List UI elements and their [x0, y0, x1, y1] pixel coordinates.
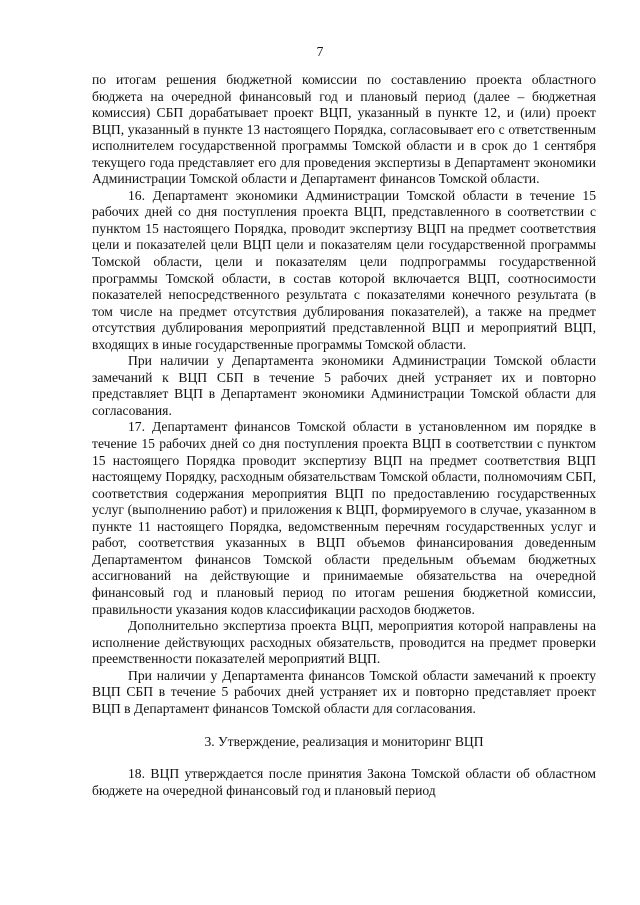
paragraph-item-16: 16. Департамент экономики Администрации Томской области в течение 15 рабочих дней со дня поступления проекта ВЦП, представленного в соответствии с пунктом 15 настоящего Порядка, проводит экспертизу ВЦП на предмет соответствия цели и показателей цели ВЦП цели и показателям цели государственной программы Томской области, цели и показателям цели подпрограммы государственной программы Томской области, в состав которой включается ВЦП, соотносимости показателей непосредственного результата с показателями конечного результата (в том числе на предмет отсутствия дублирования показателей), а также на предмет отсутствия дублирования мероприятий представленной ВЦП и мероприятий ВЦП, входящих в иные государственные программы Томской области.	[92, 187, 596, 352]
page-number: 7	[316, 44, 324, 59]
paragraph-item-16-remarks: При наличии у Департамента экономики Администрации Томской области замечаний к ВЦП СБП в течение 5 рабочих дней устраняет их и повторно представляет ВЦП в Департамент экономики Администрации Томской области для согласования.	[92, 353, 596, 418]
paragraph-item-17-additional: Дополнительно экспертиза проекта ВЦП, мероприятия которой направлены на исполнение действующих расходных обязательств, проводится на предмет проверки преемственности показателей мероприятий ВЦП.	[92, 618, 596, 667]
paragraph-item-17: 17. Департамент финансов Томской области в установленном им порядке в течение 15 рабочих дней со дня поступления проекта ВЦП в соответствии с пунктом 15 настоящего Порядка проводит экспертизу ВЦП на предмет соответствия ВЦП настоящему Порядку, расходным обязательствам Томской области, полномочиям СБП, соответствия содержания мероприятия ВЦП по предоставлению государственных услуг (выполнению работ) и приложения к ВЦП, формируемого в случае, указанном в пункте 11 настоящего Порядка, ведомственным перечням государственных услуг и работ, соответствия указанных в ВЦП объемов финансирования доведенным Департаментом финансов Томской области предельным объемам бюджетных ассигнований на действующие и принимаемые обязательства на очередной финансовый год и плановый период по итогам решения бюджетной комиссии, правильности указания кодов классификации расходов бюджетов.	[92, 419, 596, 617]
document-body	[92, 72, 596, 799]
paragraph-item-18: 18. ВЦП утверждается после принятия Закона Томской области об областном бюджете на очередной финансовый год и плановый период	[92, 766, 596, 798]
section-heading: 3. Утверждение, реализация и мониторинг ВЦП	[204, 734, 484, 750]
paragraph-item-17-remarks: При наличии у Департамента финансов Томской области замечаний к проекту ВЦП СБП в течение 5 рабочих дней устраняет их и повторно представляет проект ВЦП в Департамент финансов Томской области для согласования.	[92, 667, 596, 716]
paragraph-continuation: по итогам решения бюджетной комиссии по составлению проекта областного бюджета на очередной финансовый год и плановый период (далее – бюджетная комиссия) СБП дорабатывает проект ВЦП, указанный в пункте 12, и (или) проект ВЦП, указанный в пункте 13 настоящего Порядка, согласовывает его с ответственным исполнителем государственной программы Томской области и в срок до 1 сентября текущего года представляет его для проведения экспертизы в Департамент экономики Администрации Томской области и Департамент финансов Томской области.	[92, 72, 596, 187]
